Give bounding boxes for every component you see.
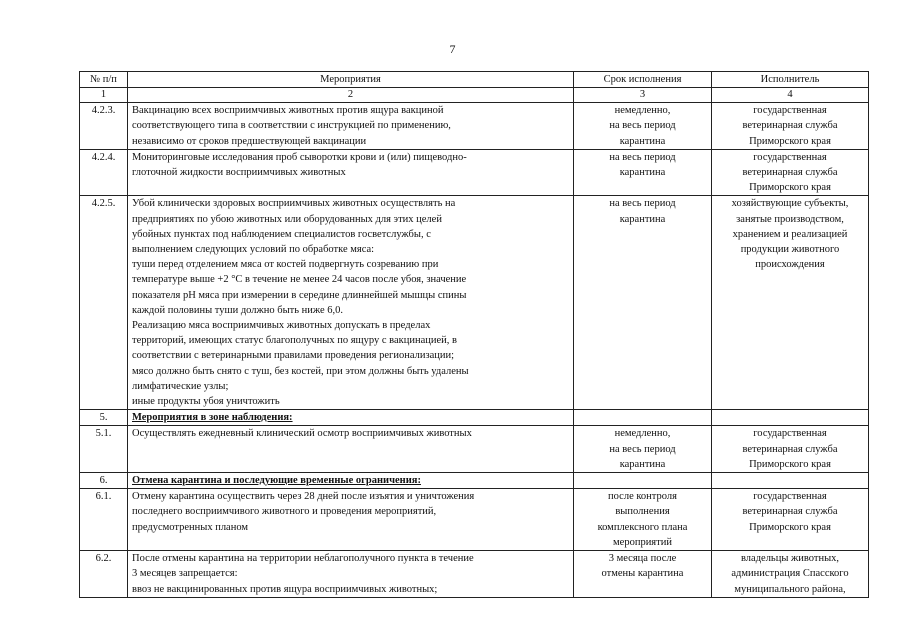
measure-cell-line: последнего восприимчивого животного и проведения мероприятий, xyxy=(132,506,437,518)
measure-cell-line: каждой половины туши должно быть ниже 6,0. xyxy=(132,304,344,316)
executor-cell xyxy=(712,196,869,410)
executor-cell-line: хранением и реализацией xyxy=(732,228,848,240)
table-row xyxy=(80,426,869,473)
executor-cell-line: хозяйствующие субъекты, xyxy=(731,198,849,210)
term-cell-line: немедленно, xyxy=(614,428,671,440)
header-measures: Мероприятия xyxy=(128,72,574,88)
measure-cell-line: соответствии с ветеринарными правилами проведения регионализации; xyxy=(132,350,455,362)
measure-cell-line: Отмена карантина и последующие временные ограничения: xyxy=(132,475,421,487)
measure-cell-line: температуре выше +2 °С в течение не менее 24 часов после убоя, значение xyxy=(132,274,467,286)
executor-cell-line: муниципального района, xyxy=(734,583,846,595)
table-row xyxy=(80,196,869,410)
executor-cell-line: ветеринарная служба xyxy=(742,167,838,179)
executor-cell-line: ветеринарная служба xyxy=(742,506,838,518)
executor-cell xyxy=(712,103,869,150)
executor-cell-line: Приморского края xyxy=(749,135,831,147)
measure-cell-line: Вакцинацию всех восприимчивых животных против ящура вакциной xyxy=(132,105,444,117)
measure-cell xyxy=(128,551,574,598)
table-row xyxy=(80,103,869,150)
executor-cell-line: государственная xyxy=(753,105,827,117)
term-cell-line: 3 месяца после xyxy=(608,553,677,565)
measure-cell-line: После отмены карантина на территории неблагополучного пункта в течение xyxy=(132,553,474,565)
measure-cell-line: соответствующего типа в соответствии с инструкцией по применению, xyxy=(132,120,451,132)
measure-cell-line: туши перед отделением мяса от костей подвергнуть созреванию при xyxy=(132,259,439,271)
term-cell-line: на весь период xyxy=(609,198,676,210)
term-cell-line: карантина xyxy=(619,213,666,225)
column-number: 2 xyxy=(128,88,574,103)
term-cell-line: комплексного плана xyxy=(597,521,688,533)
row-number: 6. xyxy=(80,473,128,489)
term-cell-line: карантина xyxy=(619,135,666,147)
measure-cell-line: Мониторинговые исследования проб сыворотки крови и (или) пищеводно- xyxy=(132,151,467,163)
measure-cell-line: выполнением следующих условий по обработке мяса: xyxy=(132,244,375,256)
row-number: 6.1. xyxy=(80,489,128,551)
executor-cell-line: происхождения xyxy=(755,259,825,271)
measures-table xyxy=(79,71,869,598)
row-number: 5. xyxy=(80,410,128,426)
executor-cell xyxy=(712,410,869,426)
table-header-row xyxy=(80,72,869,88)
executor-cell-line: занятые производством, xyxy=(736,213,844,225)
executor-cell xyxy=(712,149,869,196)
measure-cell-line: лимфатические узлы; xyxy=(132,380,229,392)
measure-cell xyxy=(128,426,574,473)
measure-cell xyxy=(128,410,574,426)
column-number: 3 xyxy=(574,88,712,103)
executor-cell-line: Приморского края xyxy=(749,458,831,470)
measure-cell-line: мясо должно быть снято с туш, без костей, при этом должны быть удалены xyxy=(132,365,469,377)
term-cell-line: немедленно, xyxy=(614,105,671,117)
executor-cell xyxy=(712,489,869,551)
measure-cell-line: независимо от сроков предшествующей вакцинации xyxy=(132,135,367,147)
table-body xyxy=(80,103,869,598)
measure-cell-line: Осуществлять ежедневный клинический осмотр восприимчивых животных xyxy=(132,428,472,440)
row-number: 4.2.5. xyxy=(80,196,128,410)
measure-cell-line: территорий, имеющих статус благополучных по ящуру с вакцинацией, в xyxy=(132,335,457,347)
term-cell-line: карантина xyxy=(619,458,666,470)
executor-cell-line: ветеринарная служба xyxy=(742,443,838,455)
table-row xyxy=(80,149,869,196)
measure-cell-line: Мероприятия в зоне наблюдения: xyxy=(132,412,293,424)
measure-cell xyxy=(128,196,574,410)
term-cell-line: на весь период xyxy=(609,120,676,132)
executor-cell xyxy=(712,473,869,489)
executor-cell-line: государственная xyxy=(753,151,827,163)
measure-cell-line: Убой клинически здоровых восприимчивых животных осуществлять на xyxy=(132,198,456,210)
term-cell xyxy=(574,149,712,196)
row-number: 5.1. xyxy=(80,426,128,473)
row-number: 6.2. xyxy=(80,551,128,598)
measure-cell xyxy=(128,149,574,196)
executor-cell xyxy=(712,551,869,598)
executor-cell-line: государственная xyxy=(753,491,827,503)
column-number-row xyxy=(80,88,869,103)
row-number: 4.2.3. xyxy=(80,103,128,150)
measure-cell-line: иные продукты убоя уничтожить xyxy=(132,396,280,408)
column-number: 4 xyxy=(712,88,869,103)
term-cell xyxy=(574,473,712,489)
term-cell-line: на весь период xyxy=(609,443,676,455)
measure-cell-line: предприятиях по убою животных или оборудованных для этих целей xyxy=(132,213,442,225)
measure-cell-line: предусмотренных планом xyxy=(132,521,249,533)
header-num: № п/п xyxy=(80,72,128,88)
page-number: 7 xyxy=(449,42,456,56)
term-cell xyxy=(574,551,712,598)
measure-cell-line: Реализацию мяса восприимчивых животных допускать в пределах xyxy=(132,320,431,332)
measure-cell xyxy=(128,473,574,489)
term-cell-line: после контроля xyxy=(608,491,677,503)
term-cell-line: выполнения xyxy=(615,506,670,518)
measure-cell-line: ввоз не вакцинированных против ящура восприимчивых животных; xyxy=(132,583,438,595)
executor-cell-line: Приморского края xyxy=(749,182,831,194)
measure-cell-line: Отмену карантина осуществить через 28 дней после изъятия и уничтожения xyxy=(132,491,475,503)
executor-cell xyxy=(712,426,869,473)
header-executor: Исполнитель xyxy=(712,72,869,88)
term-cell-line: карантина xyxy=(619,167,666,179)
measure-cell-line: 3 месяцев запрещается: xyxy=(132,568,238,580)
term-cell xyxy=(574,103,712,150)
measure-cell-line: показателя pH мяса при измерении в середине длиннейшей мышцы спины xyxy=(132,289,467,301)
term-cell xyxy=(574,489,712,551)
measure-cell xyxy=(128,489,574,551)
term-cell xyxy=(574,426,712,473)
measure-cell-line: убойных пунктах под наблюдением специалистов госветслужбы, с xyxy=(132,228,431,240)
term-cell-line: на весь период xyxy=(609,151,676,163)
executor-cell-line: ветеринарная служба xyxy=(742,120,838,132)
executor-cell-line: продукции животного xyxy=(740,244,840,256)
term-cell-line: отмены карантина xyxy=(601,568,684,580)
term-cell-line: мероприятий xyxy=(613,536,672,548)
section-row xyxy=(80,473,869,489)
term-cell xyxy=(574,196,712,410)
executor-cell-line: администрация Спасского xyxy=(731,568,849,580)
executor-cell-line: владельцы животных, xyxy=(740,553,840,565)
section-row xyxy=(80,410,869,426)
header-term: Срок исполнения xyxy=(574,72,712,88)
row-number: 4.2.4. xyxy=(80,149,128,196)
executor-cell-line: государственная xyxy=(753,428,827,440)
term-cell xyxy=(574,410,712,426)
executor-cell-line: Приморского края xyxy=(749,521,831,533)
table-row xyxy=(80,551,869,598)
measure-cell-line: глоточной жидкости восприимчивых животных xyxy=(132,167,346,179)
column-number: 1 xyxy=(80,88,128,103)
table-row xyxy=(80,489,869,551)
measure-cell xyxy=(128,103,574,150)
